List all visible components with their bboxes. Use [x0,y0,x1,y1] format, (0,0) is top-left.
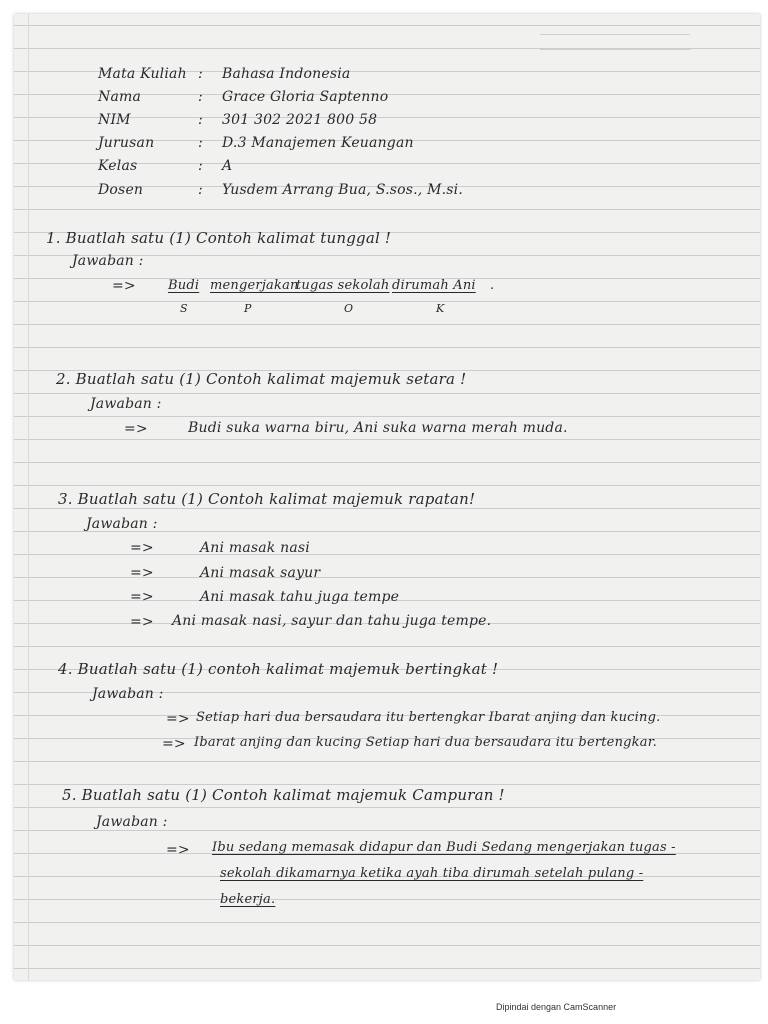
info-value: A [222,158,233,174]
q1-word-predicate: mengerjakan [210,278,299,293]
info-colon: : [198,112,203,128]
answer-label-3: Jawaban : [86,516,158,532]
info-label: NIM [98,112,131,128]
answer-label-1: Jawaban : [72,253,144,269]
arrow-3c: => [130,589,154,605]
info-value: D.3 Manajemen Keuangan [222,135,414,151]
q3-line-2: Ani masak sayur [200,565,321,581]
arrow-4b: => [162,736,186,752]
page-header-fields [540,20,690,50]
q3-line-1: Ani masak nasi [200,540,310,556]
info-colon: : [198,158,203,174]
spok-k: K [436,302,445,315]
info-colon: : [198,135,203,151]
question-2: 2. Buatlah satu (1) Contoh kalimat majemuk setara ! [56,370,467,388]
info-value: Bahasa Indonesia [222,66,351,82]
arrow-3a: => [130,540,154,556]
answer-label-4: Jawaban : [92,686,164,702]
question-5: 5. Buatlah satu (1) Contoh kalimat majemuk Campuran ! [62,786,505,804]
info-value: Grace Gloria Saptenno [222,89,389,105]
info-row-lecturer [0,182,700,204]
info-row-class [0,158,700,180]
info-colon: : [198,66,203,82]
q5-line-3: bekerja. [220,892,276,907]
info-value: Yusdem Arrang Bua, S.sos., M.si. [222,182,464,198]
info-label: Mata Kuliah [98,66,187,82]
arrow-5: => [166,842,190,858]
q5-line-1: Ibu sedang memasak didapur dan Budi Sedang mengerjakan tugas - [212,840,676,855]
q3-final: Ani masak nasi, sayur dan tahu juga tempe. [172,613,492,629]
q1-word-subject: Budi [168,278,200,293]
answer-label-2: Jawaban : [90,396,162,412]
q2-answer: Budi suka warna biru, Ani suka warna merah muda. [188,420,568,436]
scanner-watermark: Dipindai dengan CamScanner [496,1002,617,1012]
info-row-nim [0,112,700,134]
arrow-1: => [112,278,136,294]
spok-o: O [344,302,354,315]
q4-line-1: Setiap hari dua bersaudara itu bertengkar Ibarat anjing dan kucing. [196,710,661,725]
arrow-2: => [124,421,148,437]
q1-period: . [490,278,495,293]
header-line-date [540,35,690,50]
q1-word-object: tugas sekolah [296,278,390,293]
question-3: 3. Buatlah satu (1) Contoh kalimat majemuk rapatan! [58,490,476,508]
spok-p: P [244,302,252,315]
info-label: Dosen [98,182,144,198]
q1-word-adverb: dirumah Ani [392,278,476,293]
info-label: Kelas [98,158,138,174]
q5-line-2: sekolah dikamarnya ketika ayah tiba dirumah setelah pulang - [220,866,644,881]
question-1: 1. Buatlah satu (1) Contoh kalimat tunggal ! [46,229,392,247]
info-row-course [0,66,700,88]
arrow-3b: => [130,565,154,581]
info-row-major [0,135,700,157]
question-4: 4. Buatlah satu (1) contoh kalimat majemuk bertingkat ! [58,660,499,678]
arrow-3d: => [130,614,154,630]
spok-s: S [180,302,188,315]
info-row-name [0,89,700,111]
answer-label-5: Jawaban : [96,814,168,830]
q4-line-2: Ibarat anjing dan kucing Setiap hari dua bersaudara itu bertengkar. [194,735,658,750]
info-colon: : [198,182,203,198]
info-label: Jurusan [98,135,155,151]
info-value: 301 302 2021 800 58 [222,112,378,128]
header-line-no [540,20,690,35]
arrow-4a: => [166,711,190,727]
info-label: Nama [98,89,142,105]
q3-line-3: Ani masak tahu juga tempe [200,589,400,605]
info-colon: : [198,89,203,105]
